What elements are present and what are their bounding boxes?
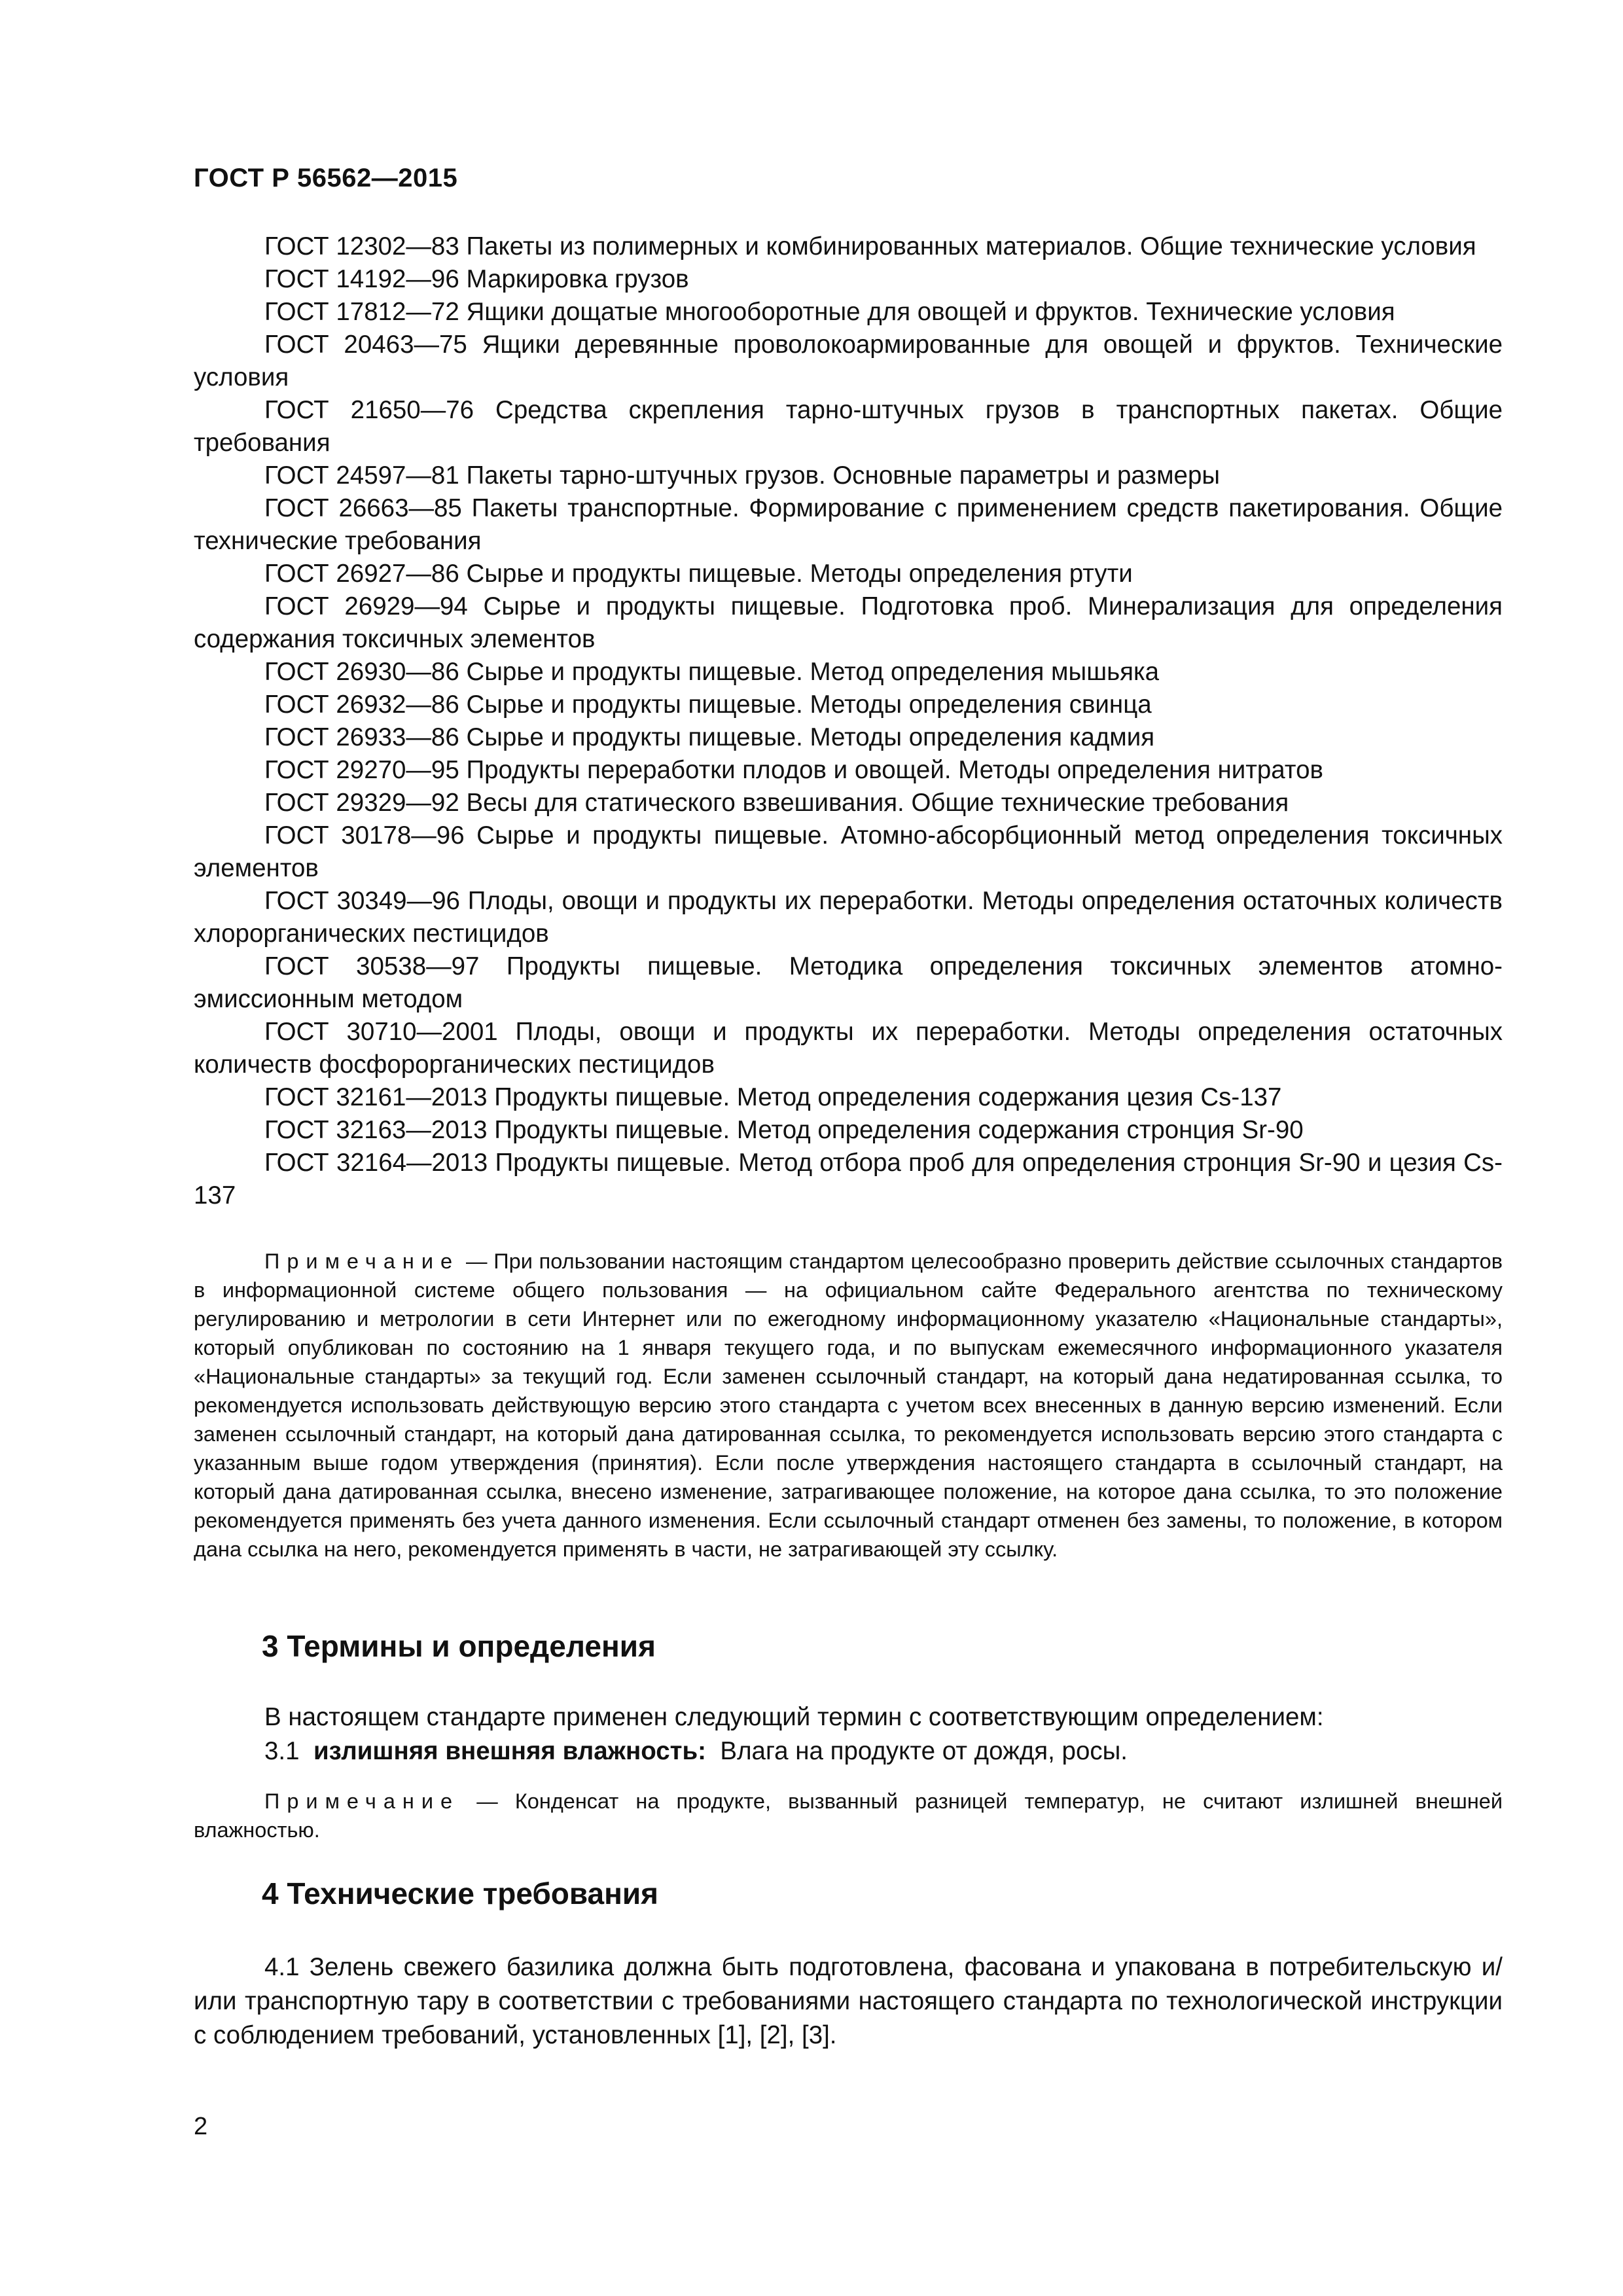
note-text: — При пользовании настоящим стандартом целесообразно проверить действие ссылочных стандартов в информационной системе общего пользования — на официальном сайте Федерального агентства по техническому регулированию и метрологии в сети Интернет или по ежегодному информационному указателю «Национальные стандарты», который опубликован по состоянию на 1 января текущего года, и по выпускам ежемесячного информационного указателя «Национальные стандарты» за текущий год. Если заменен ссылочный стандарт, на который дана недатированная ссылка, то рекомендуется использовать действующую версию этого стандарта с учетом всех внесенных в данную версию изменений. Если заменен ссылочный стандарт, на который дана датированная ссылка, то рекомендуется использовать версию этого стандарта с указанным выше годом утверждения (принятия). Если после утверждения настоящего стандарта в ссылочный стандарт, на который дана датированная ссылка, внесено изменение, затрагивающее положение, на которое дана ссылка, то это положение рекомендуется применять без учета данного изменения. Если ссылочный стандарт отменен без замены, то положение, в котором дана ссылка на него, рекомендуется применять в части, не затрагивающей эту ссылку. [194,1249,1503,1561]
term-note [194,1787,1503,1844]
reference-item: ГОСТ 26927—86 Сырье и продукты пищевые. Методы определения ртути [264,560,1133,588]
document-header: ГОСТ Р 56562—2015 [194,164,458,192]
section-4-body [194,1950,1503,2053]
reference-item: ГОСТ 32161—2013 Продукты пищевые. Метод определения содержания цезия Cs-137 [264,1083,1282,1111]
section-4-paragraph: 4.1 Зелень свежего базилика должна быть подготовлена, фасована и упакована в потребительскую и/или транспортную тару в соответствии с требованиями настоящего стандарта по технологической инструкции с соблюдением требований, установленных [1], [2], [3]. [194,1953,1503,2049]
reference-item: ГОСТ 32163—2013 Продукты пищевые. Метод определения содержания стронция Sr-90 [264,1116,1304,1144]
page-number: 2 [194,2113,208,2140]
reference-item: ГОСТ 24597—81 Пакеты тарно-штучных грузов. Основные параметры и размеры [264,461,1221,490]
reference-item: ГОСТ 26929—94 Сырье и продукты пищевые. Подготовка проб. Минерализация для определения содержания токсичных элементов [194,592,1503,653]
reference-item: ГОСТ 26930—86 Сырье и продукты пищевые. Метод определения мышьяка [264,658,1160,686]
reference-item: ГОСТ 32164—2013 Продукты пищевые. Метод отбора проб для определения стронция Sr-90 и цезия Cs-137 [194,1149,1503,1210]
reference-item: ГОСТ 20463—75 Ящики деревянные проволокоармированные для овощей и фруктов. Технические условия [194,331,1503,391]
reference-item: ГОСТ 17812—72 Ящики дощатые многооборотные для овощей и фруктов. Технические условия [264,298,1395,326]
references-note [194,1247,1503,1564]
reference-item: ГОСТ 26933—86 Сырье и продукты пищевые. Методы определения кадмия [264,723,1155,751]
section-3-body [194,1700,1503,1768]
term-name: излишняя внешняя влажность: [313,1737,706,1765]
section-4-title: 4 Технические требования [262,1876,658,1910]
reference-item: ГОСТ 30538—97 Продукты пищевые. Методика определения токсичных элементов атомно-эмиссионным методом [194,952,1503,1013]
section-3-title: 3 Термины и определения [262,1629,656,1663]
note-label: Примечание [264,1789,460,1813]
reference-item: ГОСТ 30710—2001 Плоды, овощи и продукты их переработки. Методы определения остаточных количеств фосфорорганических пестицидов [194,1018,1503,1079]
normative-references-list [194,230,1503,1212]
reference-item: ГОСТ 30349—96 Плоды, овощи и продукты их переработки. Методы определения остаточных количеств хлорорганических пестицидов [194,887,1503,948]
reference-item: ГОСТ 26663—85 Пакеты транспортные. Формирование с применением средств пакетирования. Общие технические требования [194,494,1503,555]
note-label: Примечание [264,1249,460,1273]
reference-item: ГОСТ 26932—86 Сырье и продукты пищевые. Методы определения свинца [264,691,1152,719]
reference-item: ГОСТ 12302—83 Пакеты из полимерных и комбинированных материалов. Общие технические условия [264,232,1476,260]
note-text: — Конденсат на продукте, вызванный разницей температур, не считают излишней внешней влажностью. [194,1789,1503,1842]
reference-item: ГОСТ 21650—76 Средства скрепления тарно-штучных грузов в транспортных пакетах. Общие требования [194,396,1503,457]
reference-item: ГОСТ 14192—96 Маркировка грузов [264,265,689,293]
term-text: Влага на продукте от дождя, росы. [720,1737,1128,1765]
term-number: 3.1 [264,1737,300,1765]
reference-item: ГОСТ 29329—92 Весы для статического взвешивания. Общие технические требования [264,789,1289,817]
section-3-intro: В настоящем стандарте применен следующий термин с соответствующим определением: [264,1703,1324,1731]
reference-item: ГОСТ 29270—95 Продукты переработки плодов и овощей. Методы определения нитратов [264,756,1323,784]
reference-item: ГОСТ 30178—96 Сырье и продукты пищевые. Атомно-абсорбционный метод определения токсичных элементов [194,821,1503,882]
term-definition [194,1734,1503,1768]
